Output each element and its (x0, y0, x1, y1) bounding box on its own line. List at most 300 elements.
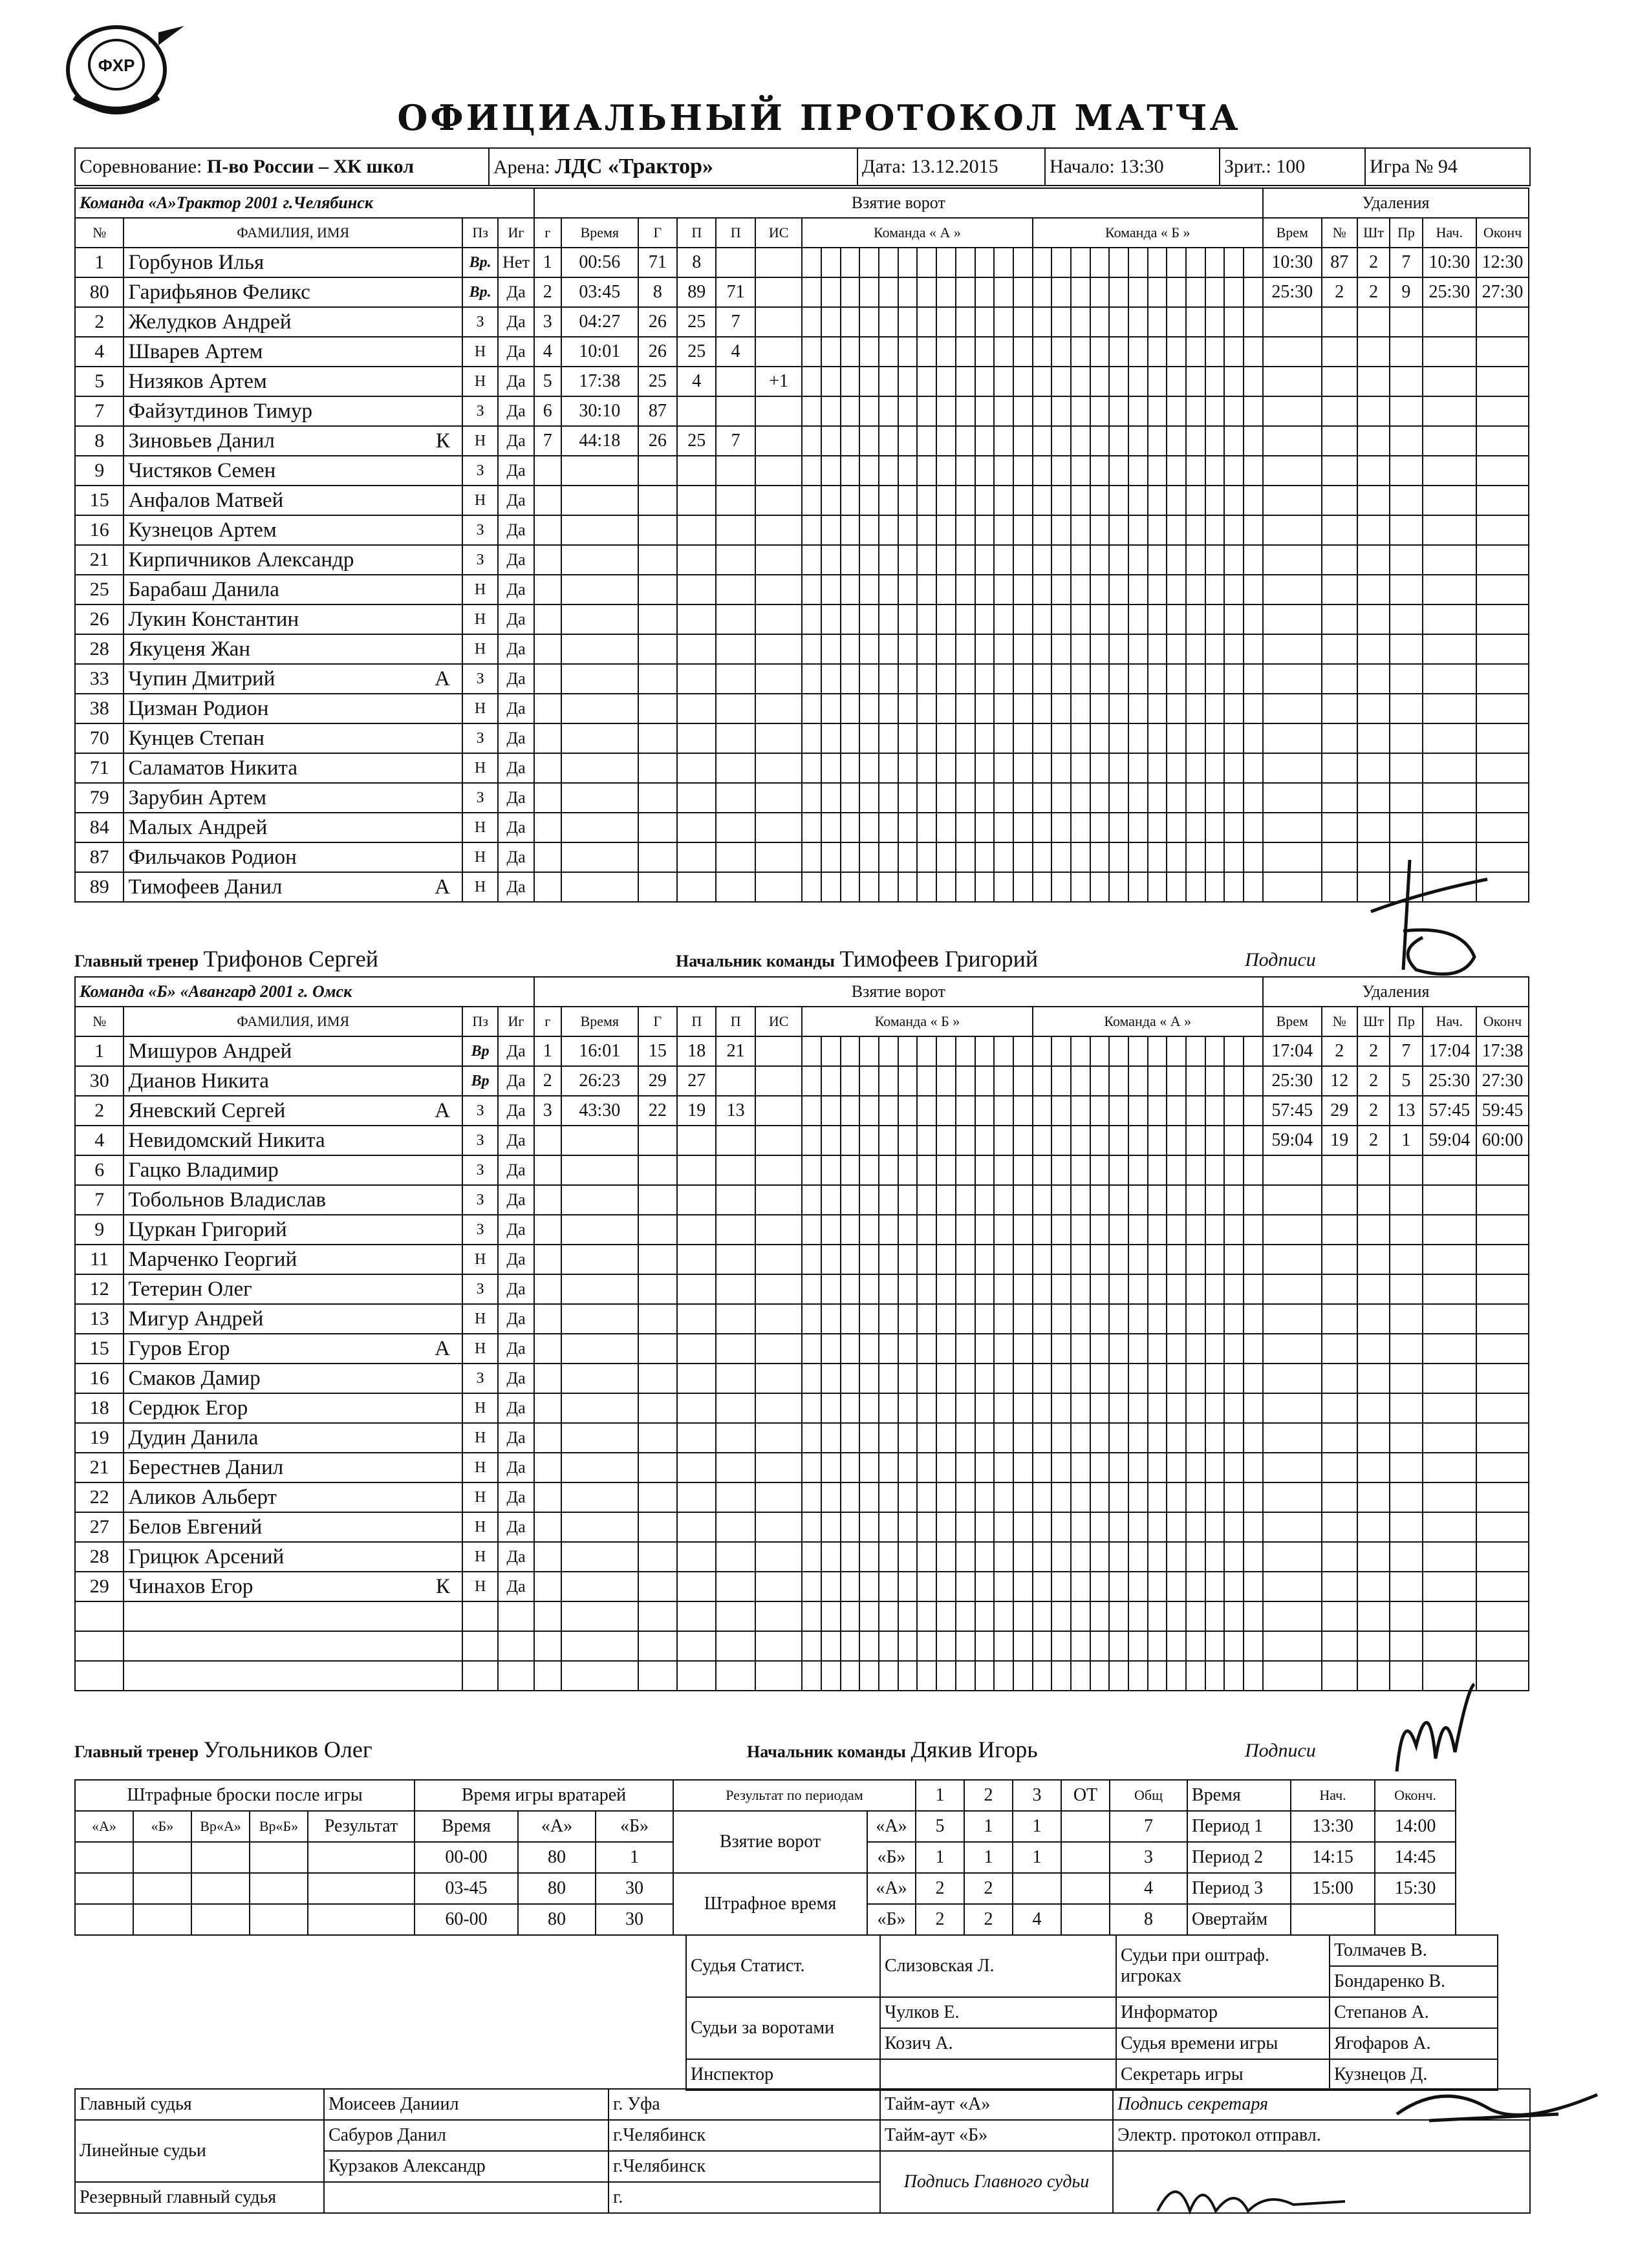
grid-cell (1148, 486, 1167, 515)
empty-penalty-cell (1357, 1423, 1390, 1453)
grid-cell (821, 1185, 841, 1215)
empty-penalty-cell (1390, 486, 1422, 515)
grid-cell (1244, 1482, 1263, 1512)
col-penalty-code: Пр (1390, 218, 1422, 248)
grid-cell (841, 1185, 860, 1215)
grid-cell (975, 1423, 995, 1453)
player-position: Н (462, 1482, 498, 1512)
grid-cell (841, 1572, 860, 1601)
grid-cell (1128, 456, 1148, 486)
empty-penalty-cell (1423, 1572, 1477, 1601)
grid-cell (975, 515, 995, 545)
shootout-col-gk-a: Вр«А» (191, 1811, 250, 1842)
grid-cell (956, 545, 975, 575)
grid-cell (1090, 1423, 1110, 1453)
grid-cell (994, 753, 1013, 783)
player-played: Да (498, 1066, 533, 1096)
grid-cell (841, 1542, 860, 1572)
grid-cell (1205, 426, 1225, 456)
grid-cell (859, 1304, 879, 1334)
grid-cell (1090, 1364, 1110, 1393)
grid-cell (859, 1423, 879, 1453)
grid-cell (841, 1096, 860, 1126)
grid-cell (1051, 1364, 1071, 1393)
player-position: З (462, 456, 498, 486)
grid-cell (1033, 1155, 1052, 1185)
penalty-start: 25:30 (1423, 277, 1477, 307)
grid-cell (898, 1393, 918, 1423)
grid-cell (1205, 723, 1225, 753)
times-col-end: Оконч. (1375, 1780, 1456, 1811)
grid-cell (917, 1482, 936, 1512)
player-played: Да (498, 396, 533, 426)
grid-cell (821, 694, 841, 723)
empty-goal-cell (716, 1631, 755, 1661)
penalty-start: 10:30 (1423, 248, 1477, 277)
grid-cell (1109, 367, 1128, 396)
grid-cell (1071, 723, 1090, 753)
grid-cell (1205, 1096, 1225, 1126)
player-number: 7 (75, 396, 124, 426)
grid-cell (936, 604, 956, 634)
empty-goal-cell (677, 1215, 716, 1245)
player-number: 30 (75, 1066, 124, 1096)
grid-cell (1128, 1066, 1148, 1096)
grid-cell (859, 248, 879, 277)
empty-penalty-cell (1423, 664, 1477, 694)
empty-goal-cell (638, 813, 677, 842)
empty-goal-cell (716, 1453, 755, 1482)
grid-cell (1244, 634, 1263, 664)
grid-cell (1051, 634, 1071, 664)
grid-cell (879, 1096, 898, 1126)
goal-p2: 21 (716, 1036, 755, 1066)
grid-cell (1109, 1453, 1128, 1482)
empty-penalty-cell (1322, 1393, 1357, 1423)
grid-cell (1071, 426, 1090, 456)
player-row (75, 664, 1529, 694)
empty-goal-cell (755, 1631, 802, 1661)
empty-penalty-cell (1357, 813, 1390, 842)
grid-cell (1128, 1423, 1148, 1453)
penalty-num: 12 (1322, 1066, 1357, 1096)
grid-cell (1013, 277, 1033, 307)
empty-goal-cell (677, 456, 716, 486)
empty-goal-cell (561, 1126, 638, 1155)
empty-penalty-cell (1322, 1453, 1357, 1482)
grid-cell (1167, 753, 1186, 783)
empty-goal-cell (638, 783, 677, 813)
grid-cell (994, 396, 1013, 426)
player-name: Файзутдинов Тимур (128, 399, 313, 423)
penalty-code: 7 (1390, 248, 1422, 277)
player-played: Да (498, 753, 533, 783)
empty-goal-cell (716, 486, 755, 515)
grid-cell (994, 1393, 1013, 1423)
pim-by-period-label: Штрафное время (673, 1873, 867, 1935)
grid-cell (1109, 1661, 1128, 1691)
empty-penalty-cell (1263, 1601, 1322, 1631)
grid-cell (936, 545, 956, 575)
grid-cell (821, 575, 841, 604)
player-position: Н (462, 694, 498, 723)
player-row (75, 1542, 1529, 1572)
grid-cell (1109, 1393, 1128, 1423)
grid-cell (821, 456, 841, 486)
empty-goal-cell (638, 1245, 677, 1274)
player-number: 71 (75, 753, 124, 783)
grid-cell (841, 1453, 860, 1482)
penalty-end: 12:30 (1476, 248, 1529, 277)
competition-label: Соревнование: (80, 156, 202, 177)
grid-cell (1224, 1066, 1244, 1096)
grid-cell (802, 753, 821, 783)
grid-cell (821, 1542, 841, 1572)
empty-penalty-cell (1390, 456, 1422, 486)
grid-cell (1013, 1036, 1033, 1066)
grid-cell (1148, 396, 1167, 426)
grid-cell (841, 1334, 860, 1364)
grid-cell (841, 277, 860, 307)
empty-goal-cell (755, 1304, 802, 1334)
grid-cell (879, 1601, 898, 1631)
grid-cell (1109, 1572, 1128, 1601)
grid-cell (821, 1304, 841, 1334)
empty-goal-cell (638, 486, 677, 515)
grid-cell (1090, 1155, 1110, 1185)
grid-cell (1167, 1482, 1186, 1512)
grid-cell (975, 783, 995, 813)
grid-cell (917, 1096, 936, 1126)
grid-cell (1109, 307, 1128, 337)
goal-p1: 19 (677, 1096, 716, 1126)
grid-cell (841, 575, 860, 604)
grid-cell (1033, 783, 1052, 813)
empty-penalty-cell (1357, 723, 1390, 753)
empty-penalty-cell (1423, 723, 1477, 753)
team-b-table (74, 976, 1529, 1691)
grid-cell (994, 575, 1013, 604)
grid-cell (1167, 604, 1186, 634)
empty-penalty-cell (1476, 307, 1529, 337)
grid-cell (1186, 1185, 1205, 1215)
empty-penalty-cell (1322, 1245, 1357, 1274)
player-played: Да (498, 1036, 533, 1066)
grid-cell (1090, 1304, 1110, 1334)
empty-goal-cell (561, 604, 638, 634)
grid-cell (1090, 307, 1110, 337)
empty-goal-cell (561, 1512, 638, 1542)
grid-cell (1033, 634, 1052, 664)
empty-goal-cell (561, 694, 638, 723)
player-row (75, 575, 1529, 604)
grid-cell (898, 783, 918, 813)
grid-cell (1071, 1096, 1090, 1126)
empty-penalty-cell (1263, 634, 1322, 664)
empty-penalty-cell (1390, 694, 1422, 723)
grid-cell (821, 277, 841, 307)
grid-cell (841, 248, 860, 277)
goal-time: 30:10 (561, 396, 638, 426)
grid-cell (975, 1364, 995, 1393)
grid-cell (975, 664, 995, 694)
grid-cell (1033, 753, 1052, 783)
grid-cell (859, 367, 879, 396)
player-name: Тетерин Олег (128, 1277, 252, 1301)
grid-cell (1224, 694, 1244, 723)
grid-cell (1071, 1066, 1090, 1096)
grid-cell (1244, 545, 1263, 575)
grid-cell (1071, 1126, 1090, 1155)
grid-cell (1244, 783, 1263, 813)
grid-cell (1013, 337, 1033, 367)
grid-cell (841, 1274, 860, 1304)
empty-penalty-cell (1390, 634, 1422, 664)
col-scorer: Г (638, 1007, 677, 1036)
grid-cell (841, 1304, 860, 1334)
electronic-protocol-label: Электр. протокол отправл. (1113, 2120, 1530, 2151)
empty-penalty-cell (1263, 694, 1322, 723)
start-value: 13:30 (1119, 156, 1164, 177)
grid-cell (1244, 307, 1263, 337)
grid-cell (1224, 1245, 1244, 1274)
grid-cell (1071, 1393, 1090, 1423)
player-played: Да (498, 426, 533, 456)
col-situation: ИС (755, 218, 802, 248)
secretary: Кузнецов Д. (1330, 2059, 1498, 2090)
grid-cell (1224, 1453, 1244, 1482)
grid-cell (802, 1572, 821, 1601)
grid-cell (917, 664, 936, 694)
grid-cell (841, 604, 860, 634)
team-b-chief: Дякив Игорь (911, 1737, 1038, 1762)
empty-penalty-cell (1476, 456, 1529, 486)
grid-cell (821, 1512, 841, 1542)
player-position: Вр. (462, 277, 498, 307)
grid-cell (1148, 1661, 1167, 1691)
goals-a-total: 7 (1110, 1811, 1187, 1842)
grid-cell (841, 813, 860, 842)
grid-cell (1167, 1364, 1186, 1393)
grid-cell (1148, 1185, 1167, 1215)
grid-cell (1071, 1245, 1090, 1274)
empty-penalty-cell (1390, 1364, 1422, 1393)
goals-a-p3: 1 (1013, 1811, 1061, 1842)
empty-goal-cell (677, 1572, 716, 1601)
captain-mark: К (435, 429, 450, 453)
grid-cell (1167, 1245, 1186, 1274)
player-row (75, 367, 1529, 396)
grid-cell (1148, 813, 1167, 842)
col-grid-opponent: Команда « А » (1033, 1007, 1263, 1036)
empty-goal-cell (716, 1274, 755, 1304)
grid-cell (1186, 1393, 1205, 1423)
empty-goal-cell (638, 723, 677, 753)
grid-cell (917, 1453, 936, 1482)
empty-penalty-cell (1357, 1572, 1390, 1601)
grid-cell (1051, 783, 1071, 813)
grid-cell (1186, 1423, 1205, 1453)
grid-cell (994, 634, 1013, 664)
grid-cell (841, 1631, 860, 1661)
empty-goal-cell (561, 842, 638, 872)
grid-cell (841, 1245, 860, 1274)
empty-penalty-cell (1423, 783, 1477, 813)
grid-cell (1186, 248, 1205, 277)
goal-p2: 4 (716, 337, 755, 367)
grid-cell (802, 1512, 821, 1542)
grid-cell (1051, 1274, 1071, 1304)
goal-is (755, 307, 802, 337)
empty-penalty-cell (1263, 813, 1322, 842)
grid-cell (1090, 1631, 1110, 1661)
grid-cell (859, 1572, 879, 1601)
empty-goal-cell (638, 456, 677, 486)
penalty-min: 2 (1357, 1036, 1390, 1066)
grid-cell (917, 1066, 936, 1096)
grid-cell (1224, 367, 1244, 396)
grid-cell (879, 1364, 898, 1393)
empty-goal-cell (755, 1482, 802, 1512)
goalie-time-title: Время игры вратарей (415, 1780, 673, 1811)
penalty-box-judge-2: Бондаренко В. (1330, 1966, 1498, 1997)
grid-cell (994, 783, 1013, 813)
goal-p1: 8 (677, 248, 716, 277)
grid-cell (994, 277, 1013, 307)
empty-penalty-cell (1423, 1304, 1477, 1334)
grid-cell (1013, 783, 1033, 813)
grid-cell (936, 694, 956, 723)
player-played: Да (498, 1304, 533, 1334)
grid-cell (1033, 456, 1052, 486)
grid-cell (1109, 753, 1128, 783)
grid-cell (1224, 604, 1244, 634)
grid-cell (1090, 634, 1110, 664)
player-position: Н (462, 486, 498, 515)
goal-is (755, 1096, 802, 1126)
grid-cell (936, 426, 956, 456)
penalty-start: 25:30 (1423, 1066, 1477, 1096)
grid-cell (1071, 634, 1090, 664)
grid-cell (1148, 1334, 1167, 1364)
player-name: Малых Андрей (128, 815, 268, 839)
grid-cell (1071, 1542, 1090, 1572)
empty-penalty-cell (1390, 1245, 1422, 1274)
goal-g: 26 (638, 337, 677, 367)
empty-goal-cell (716, 1304, 755, 1334)
grid-cell (1128, 515, 1148, 545)
grid-cell (802, 1096, 821, 1126)
empty-penalty-cell (1476, 694, 1529, 723)
empty-goal-cell (755, 664, 802, 694)
goalie-row3-b: 30 (596, 1904, 673, 1935)
grid-cell (975, 337, 995, 367)
empty-goal-cell (534, 456, 561, 486)
grid-cell (956, 664, 975, 694)
grid-cell (1167, 307, 1186, 337)
player-position: З (462, 723, 498, 753)
grid-cell (1109, 486, 1128, 515)
grid-cell (1090, 872, 1110, 902)
player-played: Да (498, 1364, 533, 1393)
grid-cell (898, 575, 918, 604)
empty-penalty-cell (1390, 396, 1422, 426)
team-a-section (74, 187, 1529, 903)
player-row (75, 1066, 1529, 1096)
grid-cell (1148, 307, 1167, 337)
period3-end: 15:30 (1375, 1873, 1456, 1904)
empty-penalty-cell (1263, 872, 1322, 902)
grid-cell (1244, 1542, 1263, 1572)
period2-label: Период 2 (1187, 1842, 1291, 1873)
player-played: Да (498, 337, 533, 367)
empty-penalty-cell (1322, 1482, 1357, 1512)
empty-goal-cell (561, 783, 638, 813)
grid-cell (1128, 872, 1148, 902)
grid-cell (859, 1601, 879, 1631)
player-name: Берестнев Данил (128, 1455, 284, 1479)
grid-cell (1167, 634, 1186, 664)
grid-cell (1167, 1542, 1186, 1572)
player-position: Н (462, 575, 498, 604)
player-row (75, 1482, 1529, 1512)
grid-cell (1186, 1155, 1205, 1185)
grid-cell (1224, 1572, 1244, 1601)
grid-cell (917, 1274, 936, 1304)
goal-g: 2 (534, 277, 561, 307)
empty-goal-cell (755, 1572, 802, 1601)
grid-cell (1090, 1334, 1110, 1364)
grid-cell (821, 1096, 841, 1126)
grid-cell (975, 813, 995, 842)
team-name: Команда «А»Трактор 2001 г.Челябинск (75, 188, 534, 218)
player-row (75, 1304, 1529, 1334)
player-name-cell (124, 872, 462, 902)
grid-cell (975, 1601, 995, 1631)
grid-cell (1051, 1096, 1071, 1126)
grid-cell (1013, 1364, 1033, 1393)
grid-cell (898, 1572, 918, 1601)
empty-goal-cell (716, 634, 755, 664)
grid-cell (1051, 1423, 1071, 1453)
penalty-num: 19 (1322, 1126, 1357, 1155)
captain-mark: А (435, 1098, 450, 1122)
col-penalty-minutes: Шт (1357, 1007, 1390, 1036)
grid-cell (1205, 515, 1225, 545)
player-position (462, 1661, 498, 1691)
player-number: 28 (75, 1542, 124, 1572)
player-position: З (462, 307, 498, 337)
grid-cell (994, 1185, 1013, 1215)
grid-cell (898, 396, 918, 426)
grid-cell (841, 1066, 860, 1096)
empty-penalty-cell (1476, 1601, 1529, 1631)
empty-penalty-cell (1390, 367, 1422, 396)
player-name: Зиновьев Данил (128, 429, 275, 453)
empty-penalty-cell (1423, 1631, 1477, 1661)
grid-cell (898, 1185, 918, 1215)
player-name-cell (124, 1096, 462, 1126)
player-number: 9 (75, 456, 124, 486)
grid-cell (1013, 1512, 1033, 1542)
grid-cell (1071, 396, 1090, 426)
player-name-cell (124, 277, 462, 307)
col-penalty-end: Оконч (1476, 218, 1529, 248)
grid-cell (994, 337, 1013, 367)
grid-cell (1109, 277, 1128, 307)
empty-goal-cell (534, 1512, 561, 1542)
grid-cell (1090, 1661, 1110, 1691)
